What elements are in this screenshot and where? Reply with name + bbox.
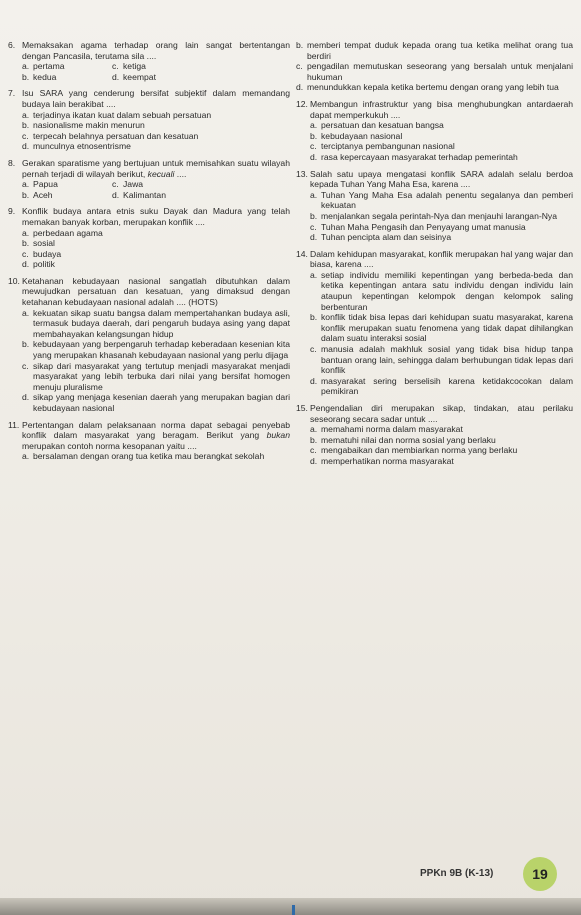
- question-text: Gerakan sparatisme yang bertujuan untuk memisahkan suatu wilayah pernah terjadi di wilayah berikut, kecuali ....: [22, 157, 290, 179]
- question-number: 11.: [8, 419, 20, 430]
- question-text: Membangun infrastruktur yang bisa menghubungkan antardaerah dapat memperkukuh ....: [310, 98, 573, 120]
- option-b[interactable]: b. Aceh: [22, 189, 53, 200]
- question-text: Pengendalian diri merupakan sikap, tindakan, atau perilaku seseorang secara sadar untuk ....: [310, 403, 573, 424]
- option-b[interactable]: b. memberi tempat duduk kepada orang tua ketika melihat orang tua berdiri: [296, 40, 573, 61]
- question-text: Ketahanan kebudayaan nasional sangatlah dibutuhkan dalam mewujudkan persatuan dan kesatuan, yang dimaksud dengan ketahanan kebudayaan nasional adalah .... (HOTS): [22, 275, 290, 308]
- question-text: Dalam kehidupan masyarakat, konflik merupakan hal yang wajar dan biasa, karena ....: [310, 248, 573, 270]
- question-14: [296, 249, 573, 397]
- option-a[interactable]: a. persatuan dan kesatuan bangsa: [310, 120, 444, 131]
- option-c[interactable]: c. ketiga: [112, 61, 146, 72]
- question-number: 10.: [8, 275, 20, 286]
- question-8: [8, 158, 290, 200]
- option-d[interactable]: d. rasa kepercayaan masyarakat terhadap pemerintah: [310, 151, 518, 162]
- option-c[interactable]: c. pengadilan memutuskan seseorang yang bersalah untuk menjalani hukuman: [296, 61, 573, 82]
- question-11: [8, 420, 290, 462]
- question-number: 6.: [8, 40, 16, 50]
- option-d[interactable]: d. Tuhan pencipta alam dan seisinya: [310, 232, 452, 243]
- option-a[interactable]: a. terjadinya ikatan kuat dalam sebuah persatuan: [22, 109, 212, 120]
- question-number: 12.: [296, 98, 308, 109]
- question-text: Pertentangan dalam pelaksanaan norma dapat sebagai penyebab konflik dalam masyarakat yang beragam. Berikut yang bukan merupakan contoh norma kesopanan yaitu ....: [22, 419, 290, 451]
- question-7: [8, 88, 290, 152]
- question-number: 7.: [8, 88, 16, 99]
- question-text: Salah satu upaya mengatasi konflik SARA adalah selalu berdoa kepada Tuhan Yang Maha Esa, karena ....: [310, 168, 573, 190]
- option-c[interactable]: c. budaya: [22, 248, 62, 259]
- option-a[interactable]: a. pertama: [22, 61, 65, 72]
- option-b[interactable]: b. mematuhi nilai dan norma sosial yang berlaku: [310, 434, 496, 445]
- question-text: Konflik budaya antara etnis suku Dayak dan Madura yang telah memakan banyak korban, merupakan konflik ....: [22, 206, 290, 227]
- question-number: 8.: [8, 157, 16, 168]
- option-d[interactable]: d. keempat: [112, 71, 156, 82]
- question-number: 13.: [296, 168, 308, 179]
- option-c[interactable]: c. Tuhan Maha Pengasih dan Penyayang umat manusia: [310, 221, 526, 232]
- option-c[interactable]: c. sikap dari masyarakat yang tertutup menjadi masyarakat menjadi masyarakat yang lebih terbuka dari nilai yang bersifat homogen menuju pluralisme: [22, 360, 290, 392]
- option-b[interactable]: b. sosial: [22, 238, 55, 249]
- option-d[interactable]: d. politik: [22, 259, 55, 270]
- option-b[interactable]: b. kebudayaan yang berpengaruh terhadap keberadaan kesenian kita yang merupakan khasanah kebudayaan nasional yang perlu dijaga: [22, 339, 290, 361]
- question-6: [8, 40, 290, 82]
- right-column: [296, 40, 573, 473]
- question-9: [8, 206, 290, 270]
- question-6-continued: [282, 40, 573, 93]
- option-a[interactable]: a. kekuatan sikap suatu bangsa dalam mempertahankan budaya asli, termasuk budaya daerah, dari pengaruh budaya asing yang dapat membahayakan kelangsungan hidup: [22, 307, 290, 339]
- option-b[interactable]: b. nasionalisme makin menurun: [22, 120, 145, 131]
- footer-book-code: PPKn 9B (K-13): [420, 868, 494, 879]
- option-a[interactable]: a. perbedaan agama: [22, 227, 103, 238]
- option-b[interactable]: b. kebudayaan nasional: [310, 130, 403, 141]
- option-c[interactable]: c. terciptanya pembangunan nasional: [310, 141, 455, 152]
- question-number: 15.: [296, 403, 308, 413]
- question-text: Memaksakan agama terhadap orang lain sangat bertentangan dengan Pancasila, terutama sila ....: [22, 40, 290, 61]
- option-d[interactable]: d. masyarakat sering berselisih karena ketidakcocokan dalam pemikiran: [310, 375, 573, 397]
- option-a[interactable]: a. Papua: [22, 179, 58, 190]
- question-12: [296, 99, 573, 163]
- left-column: [8, 40, 290, 468]
- question-number: 14.: [296, 248, 308, 259]
- question-10: [8, 276, 290, 414]
- option-a[interactable]: a. memahami norma dalam masyarakat: [310, 424, 463, 435]
- question-number: 9.: [8, 206, 16, 217]
- options-grid: [22, 61, 290, 82]
- option-d[interactable]: d. sikap yang menjaga kesenian daerah yang merupakan bagian dari kebudayaan nasional: [22, 392, 290, 413]
- question-13: [296, 169, 573, 243]
- page-number-badge: 19: [523, 857, 557, 891]
- bottom-edge-strip: [0, 898, 581, 915]
- option-c[interactable]: c. mengabaikan dan membiarkan norma yang berlaku: [310, 445, 518, 456]
- option-a[interactable]: a. bersalaman dengan orang tua ketika mau berangkat sekolah: [22, 451, 265, 462]
- option-b[interactable]: b. kedua: [22, 71, 57, 82]
- question-text: Isu SARA yang cenderung bersifat subjektif dalam memandang budaya lain berakibat ....: [22, 88, 290, 109]
- options-grid: [22, 179, 290, 200]
- option-d[interactable]: d. memperhatikan norma masyarakat: [310, 455, 454, 466]
- option-c[interactable]: c. terpecah belahnya persatuan dan kesatuan: [22, 130, 199, 141]
- option-c[interactable]: c. Jawa: [112, 179, 144, 190]
- option-a[interactable]: a. setiap individu memiliki kepentingan yang berbeda-beda dan ketika kepentingan antara satu individu dengan individu lain ataupun kepentingan kelompok dengan kelompok saling berbenturan: [310, 269, 573, 312]
- option-a[interactable]: a. Tuhan Yang Maha Esa adalah penentu segalanya dan pemberi kekuatan: [310, 189, 573, 211]
- question-15: [296, 403, 573, 467]
- strip-mark: [292, 905, 295, 915]
- option-d[interactable]: d. Kalimantan: [112, 189, 166, 200]
- option-d[interactable]: d. munculnya etnosentrisme: [22, 141, 131, 152]
- option-b[interactable]: b. konflik tidak bisa lepas dari kehidupan suatu masyarakat, karena konflik merupakan suatu fenomena yang tidak dapat dihilangkan dalam suatu interaksi sosial: [310, 312, 573, 344]
- option-d[interactable]: d. menundukkan kepala ketika bertemu dengan orang yang lebih tua: [296, 82, 559, 93]
- option-c[interactable]: c. manusia adalah makhluk sosial yang tidak bisa hidup tanpa bantuan orang lain, sehingga dalam berhubungan tidak lepas dari konflik: [310, 344, 573, 376]
- option-b[interactable]: b. menjalankan segala perintah-Nya dan menjauhi larangan-Nya: [310, 210, 557, 221]
